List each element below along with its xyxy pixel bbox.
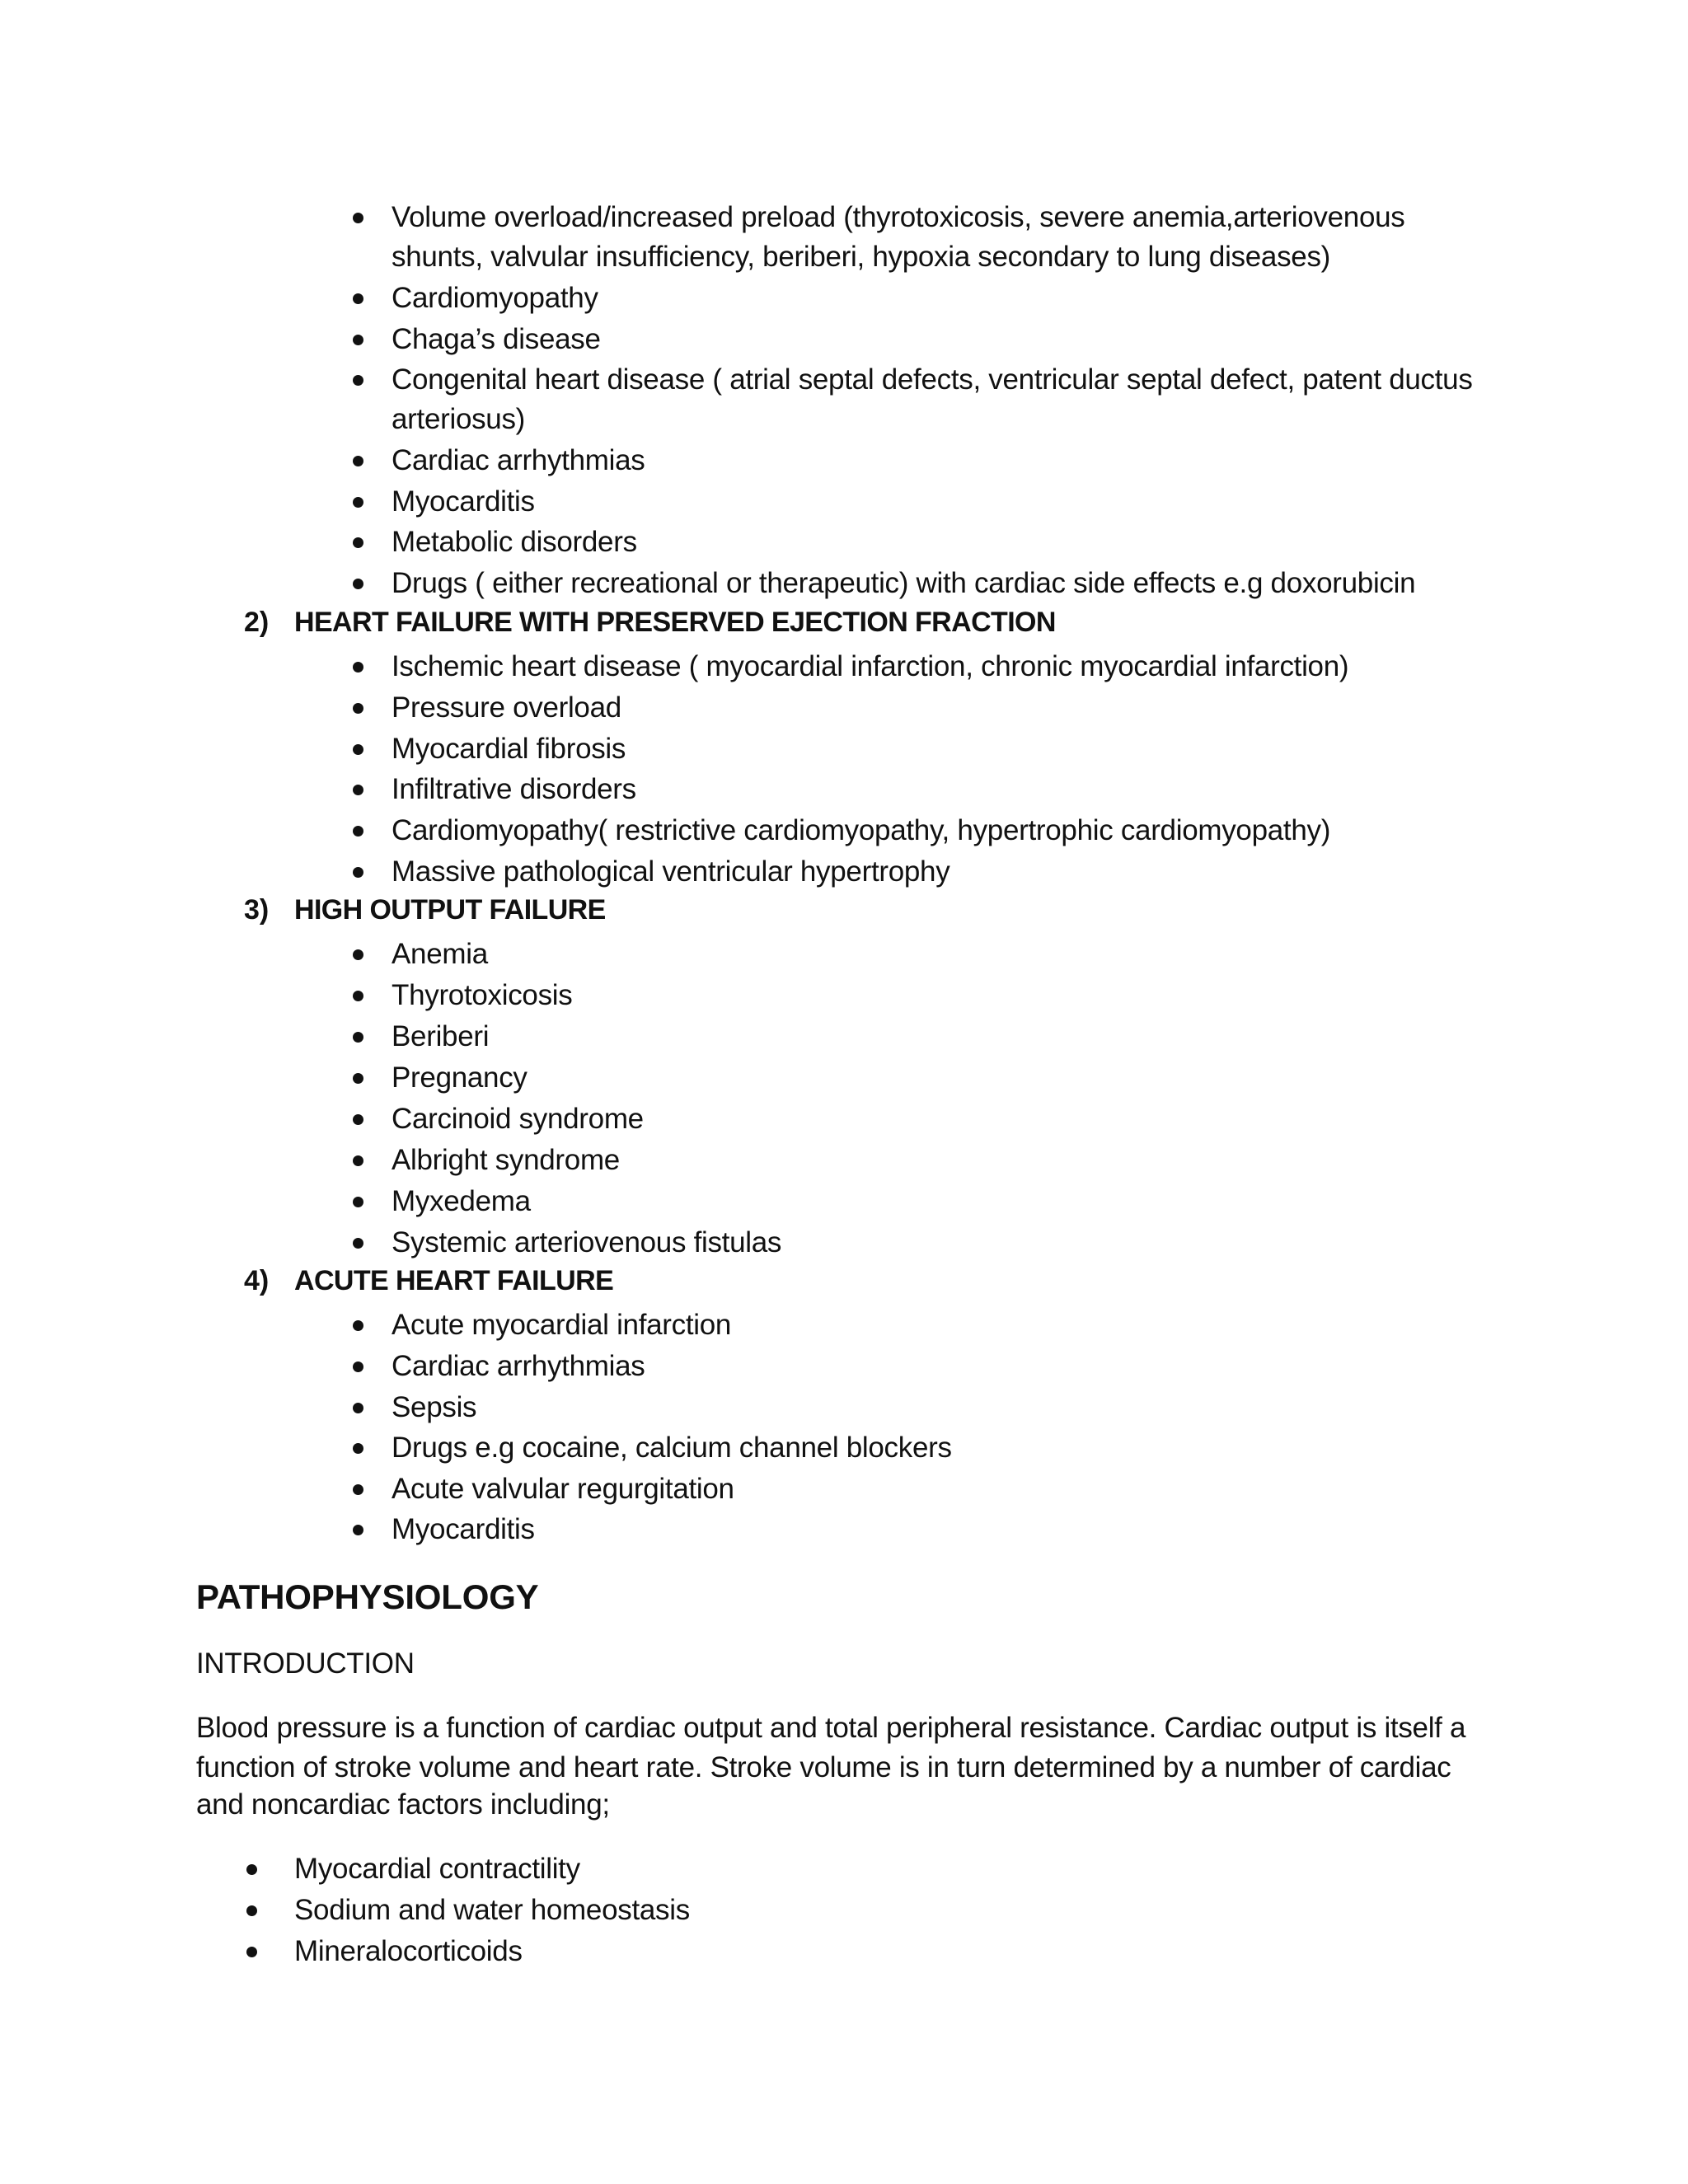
bullet-icon	[353, 744, 363, 755]
bullet-icon	[353, 375, 363, 386]
list-item-continuation: arteriosus)	[392, 403, 526, 435]
bullet-icon	[353, 785, 363, 795]
list-item: Cardiomyopathy	[392, 282, 598, 314]
list-item: Beriberi	[392, 1020, 490, 1052]
list-item: Drugs e.g cocaine, calcium channel blockers	[392, 1432, 952, 1464]
list-item: Acute valvular regurgitation	[392, 1473, 734, 1505]
list-item: Myocardial contractility	[294, 1853, 580, 1885]
bullet-icon	[246, 1864, 257, 1875]
list-item: Chaga’s disease	[392, 323, 601, 355]
bullet-icon	[353, 662, 363, 673]
bullet-icon	[353, 703, 363, 714]
paragraph-line: and noncardiac factors including;	[196, 1788, 610, 1821]
list-item: Metabolic disorders	[392, 526, 637, 558]
bullet-icon	[353, 991, 363, 1001]
bullet-icon	[353, 456, 363, 466]
section-title: HEART FAILURE WITH PRESERVED EJECTION FRACTION	[294, 607, 1056, 638]
bullet-icon	[353, 1361, 363, 1372]
introduction-label: INTRODUCTION	[196, 1647, 415, 1680]
list-item: Myxedema	[392, 1185, 531, 1217]
list-item: Sepsis	[392, 1391, 477, 1423]
bullet-icon	[353, 335, 363, 345]
bullet-icon	[353, 1114, 363, 1125]
section-number: 2)	[244, 607, 270, 638]
list-item: Sodium and water homeostasis	[294, 1894, 690, 1926]
list-item: Ischemic heart disease ( myocardial infarction, chronic myocardial infarction)	[392, 650, 1349, 682]
list-item: Myocarditis	[392, 1513, 535, 1545]
bullet-icon	[353, 579, 363, 589]
list-item: Cardiomyopathy( restrictive cardiomyopathy, hypertrophic cardiomyopathy)	[392, 814, 1331, 846]
list-item: Drugs ( either recreational or therapeutic) with cardiac side effects e.g doxorubicin	[392, 567, 1416, 599]
list-item: Myocardial fibrosis	[392, 733, 626, 765]
list-item: Anemia	[392, 938, 488, 970]
list-item: Infiltrative disorders	[392, 773, 636, 805]
bullet-icon	[353, 1403, 363, 1413]
bullet-icon	[353, 867, 363, 878]
paragraph-line: Blood pressure is a function of cardiac output and total peripheral resistance. Cardiac output is itself a	[196, 1712, 1466, 1744]
list-item: Massive pathological ventricular hypertrophy	[392, 855, 950, 888]
list-item: Mineralocorticoids	[294, 1935, 523, 1967]
list-item: Albright syndrome	[392, 1144, 620, 1176]
bullet-icon	[246, 1905, 257, 1916]
list-item: Volume overload/increased preload (thyrotoxicosis, severe anemia,arteriovenous	[392, 201, 1405, 233]
bullet-icon	[353, 1238, 363, 1249]
list-item: Acute myocardial infarction	[392, 1309, 732, 1341]
section-title: ACUTE HEART FAILURE	[294, 1265, 614, 1296]
page-heading: PATHOPHYSIOLOGY	[196, 1577, 539, 1616]
bullet-icon	[353, 1032, 363, 1043]
list-item: Myocarditis	[392, 485, 535, 518]
bullet-icon	[353, 293, 363, 304]
bullet-icon	[353, 1197, 363, 1207]
section-title: HIGH OUTPUT FAILURE	[294, 894, 606, 926]
bullet-icon	[353, 213, 363, 223]
list-item-continuation: shunts, valvular insufficiency, beriberi, hypoxia secondary to lung diseases)	[392, 241, 1330, 273]
section-number: 3)	[244, 894, 270, 926]
list-item: Cardiac arrhythmias	[392, 444, 645, 476]
bullet-icon	[353, 826, 363, 837]
bullet-icon	[353, 1073, 363, 1084]
list-item: Systemic arteriovenous fistulas	[392, 1226, 782, 1258]
bullet-icon	[353, 1320, 363, 1331]
bullet-icon	[246, 1947, 257, 1957]
list-item: Thyrotoxicosis	[392, 979, 573, 1011]
bullet-icon	[353, 1525, 363, 1535]
bullet-icon	[353, 949, 363, 960]
bullet-icon	[353, 1484, 363, 1495]
paragraph-line: function of stroke volume and heart rate. Stroke volume is in turn determined by a number of cardiac	[196, 1751, 1451, 1783]
bullet-icon	[353, 537, 363, 548]
list-item: Carcinoid syndrome	[392, 1103, 644, 1135]
section-number: 4)	[244, 1265, 270, 1296]
bullet-icon	[353, 497, 363, 508]
list-item: Pregnancy	[392, 1062, 528, 1094]
list-item: Congenital heart disease ( atrial septal defects, ventricular septal defect, patent ductus	[392, 363, 1473, 396]
list-item: Cardiac arrhythmias	[392, 1350, 645, 1382]
bullet-icon	[353, 1155, 363, 1166]
list-item: Pressure overload	[392, 691, 621, 724]
bullet-icon	[353, 1443, 363, 1454]
